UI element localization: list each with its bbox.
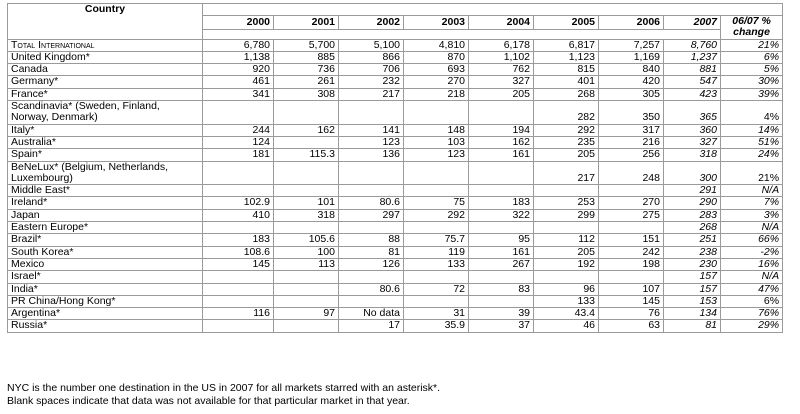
value-cell: 8,760	[664, 39, 721, 51]
value-cell: 244	[203, 124, 274, 136]
value-cell	[274, 136, 339, 148]
value-cell	[274, 271, 339, 283]
year-header-2007: 2007	[664, 16, 721, 30]
value-cell: 112	[534, 234, 599, 246]
value-cell	[339, 222, 404, 234]
header-subrow-spacer	[203, 29, 721, 39]
value-cell: 282	[534, 101, 599, 125]
change-cell: 29%	[721, 320, 783, 332]
header-row	[8, 4, 783, 16]
value-cell: 161	[469, 149, 534, 161]
table-row	[8, 308, 783, 320]
value-cell	[404, 101, 469, 125]
country-cell: Brazil*	[8, 234, 203, 246]
value-cell	[469, 101, 534, 125]
value-cell: 5,700	[274, 39, 339, 51]
value-cell: 153	[664, 295, 721, 307]
value-cell: 308	[274, 88, 339, 100]
table-row	[8, 234, 783, 246]
visitor-statistics-table	[7, 3, 783, 333]
value-cell: 126	[339, 258, 404, 270]
value-cell	[469, 185, 534, 197]
value-cell: 133	[404, 258, 469, 270]
value-cell: 115.3	[274, 149, 339, 161]
country-cell: Japan	[8, 209, 203, 221]
value-cell	[274, 295, 339, 307]
value-cell: 102.9	[203, 197, 274, 209]
value-cell: 161	[469, 246, 534, 258]
value-cell: 76	[599, 308, 664, 320]
value-cell: 268	[534, 88, 599, 100]
table-row	[8, 136, 783, 148]
value-cell	[339, 271, 404, 283]
value-cell	[274, 185, 339, 197]
value-cell	[469, 222, 534, 234]
value-cell: 116	[203, 308, 274, 320]
value-cell	[339, 161, 404, 185]
table-row	[8, 101, 783, 125]
value-cell: 256	[599, 149, 664, 161]
value-cell: 461	[203, 76, 274, 88]
country-cell: Canada	[8, 64, 203, 76]
change-cell: 30%	[721, 76, 783, 88]
value-cell: 268	[664, 222, 721, 234]
value-cell: 81	[339, 246, 404, 258]
table-row	[8, 51, 783, 63]
value-cell: 108.6	[203, 246, 274, 258]
value-cell: 251	[664, 234, 721, 246]
data-table-container	[7, 3, 782, 333]
value-cell: 198	[599, 258, 664, 270]
country-cell: Total International	[8, 39, 203, 51]
year-header-2001: 2001	[274, 16, 339, 30]
table-row	[8, 39, 783, 51]
year-header-2000: 2000	[203, 16, 274, 30]
value-cell: 6,817	[534, 39, 599, 51]
table-row	[8, 76, 783, 88]
change-cell: 16%	[721, 258, 783, 270]
year-header-2004: 2004	[469, 16, 534, 30]
value-cell	[599, 271, 664, 283]
value-cell: 162	[469, 136, 534, 148]
value-cell: 762	[469, 64, 534, 76]
value-cell: 7,257	[599, 39, 664, 51]
value-cell: 192	[534, 258, 599, 270]
year-header-2006: 2006	[599, 16, 664, 30]
value-cell: 75	[404, 197, 469, 209]
value-cell: 141	[339, 124, 404, 136]
change-cell: 14%	[721, 124, 783, 136]
value-cell	[534, 185, 599, 197]
country-cell: Spain*	[8, 149, 203, 161]
value-cell: 183	[203, 234, 274, 246]
value-cell: 43.4	[534, 308, 599, 320]
value-cell: 360	[664, 124, 721, 136]
value-cell: 423	[664, 88, 721, 100]
value-cell: 96	[534, 283, 599, 295]
value-cell: 151	[599, 234, 664, 246]
country-cell: Russia*	[8, 320, 203, 332]
table-row	[8, 320, 783, 332]
value-cell: 290	[664, 197, 721, 209]
value-cell	[469, 271, 534, 283]
value-cell	[404, 222, 469, 234]
value-cell: 322	[469, 209, 534, 221]
table-row	[8, 185, 783, 197]
value-cell: 365	[664, 101, 721, 125]
value-cell: 410	[203, 209, 274, 221]
value-cell	[203, 320, 274, 332]
value-cell: 205	[534, 246, 599, 258]
value-cell: 292	[404, 209, 469, 221]
value-cell	[339, 101, 404, 125]
change-cell: -2%	[721, 246, 783, 258]
value-cell: 327	[664, 136, 721, 148]
value-cell: 218	[404, 88, 469, 100]
value-cell	[534, 222, 599, 234]
value-cell: 124	[203, 136, 274, 148]
value-cell: 31	[404, 308, 469, 320]
country-cell: Australia*	[8, 136, 203, 148]
country-cell: Ireland*	[8, 197, 203, 209]
country-cell: France*	[8, 88, 203, 100]
value-cell: 72	[404, 283, 469, 295]
value-cell: 75.7	[404, 234, 469, 246]
value-cell: 1,102	[469, 51, 534, 63]
value-cell: 205	[534, 149, 599, 161]
value-cell: 318	[664, 149, 721, 161]
value-cell: 305	[599, 88, 664, 100]
value-cell: 248	[599, 161, 664, 185]
value-cell: 318	[274, 209, 339, 221]
value-cell: 1,169	[599, 51, 664, 63]
value-cell: 292	[534, 124, 599, 136]
value-cell: 815	[534, 64, 599, 76]
change-cell: 51%	[721, 136, 783, 148]
value-cell: 1,138	[203, 51, 274, 63]
value-cell	[203, 271, 274, 283]
table-row	[8, 197, 783, 209]
value-cell: 83	[469, 283, 534, 295]
table-row	[8, 258, 783, 270]
value-cell: 866	[339, 51, 404, 63]
value-cell: 105.6	[274, 234, 339, 246]
table-row	[8, 64, 783, 76]
value-cell: 270	[404, 76, 469, 88]
change-cell: N/A	[721, 185, 783, 197]
value-cell: No data	[339, 308, 404, 320]
change-cell: 76%	[721, 308, 783, 320]
table-row	[8, 88, 783, 100]
value-cell	[203, 222, 274, 234]
value-cell	[404, 295, 469, 307]
change-cell: 6%	[721, 295, 783, 307]
value-cell: 291	[664, 185, 721, 197]
value-cell: 242	[599, 246, 664, 258]
table-row	[8, 295, 783, 307]
change-cell: 4%	[721, 101, 783, 125]
value-cell: 217	[339, 88, 404, 100]
header-spacer	[203, 4, 783, 16]
change-cell: 7%	[721, 197, 783, 209]
value-cell: 4,810	[404, 39, 469, 51]
value-cell: 81	[664, 320, 721, 332]
value-cell: 253	[534, 197, 599, 209]
change-cell: 3%	[721, 209, 783, 221]
value-cell: 148	[404, 124, 469, 136]
country-cell: United Kingdom*	[8, 51, 203, 63]
table-row	[8, 283, 783, 295]
change-column-header: 06/07 % change	[721, 16, 783, 40]
change-cell: 21%	[721, 161, 783, 185]
country-cell: Argentina*	[8, 308, 203, 320]
value-cell: 920	[203, 64, 274, 76]
table-body	[8, 4, 783, 333]
table-row	[8, 149, 783, 161]
country-cell: Italy*	[8, 124, 203, 136]
value-cell: 547	[664, 76, 721, 88]
footnote-blank-spaces: Blank spaces indicate that data was not available for that particular market in that year.	[7, 395, 410, 407]
value-cell: 840	[599, 64, 664, 76]
country-cell: Israel*	[8, 271, 203, 283]
value-cell	[469, 161, 534, 185]
country-cell: Germany*	[8, 76, 203, 88]
change-cell: 24%	[721, 149, 783, 161]
value-cell: 230	[664, 258, 721, 270]
value-cell: 341	[203, 88, 274, 100]
value-cell: 95	[469, 234, 534, 246]
value-cell	[469, 295, 534, 307]
value-cell: 181	[203, 149, 274, 161]
value-cell: 238	[664, 246, 721, 258]
value-cell	[404, 185, 469, 197]
value-cell	[339, 185, 404, 197]
country-cell: Mexico	[8, 258, 203, 270]
value-cell: 693	[404, 64, 469, 76]
change-cell: N/A	[721, 222, 783, 234]
value-cell: 157	[664, 271, 721, 283]
value-cell: 1,237	[664, 51, 721, 63]
country-cell: Middle East*	[8, 185, 203, 197]
value-cell: 46	[534, 320, 599, 332]
country-cell: South Korea*	[8, 246, 203, 258]
value-cell: 216	[599, 136, 664, 148]
change-cell: 6%	[721, 51, 783, 63]
change-cell: 21%	[721, 39, 783, 51]
country-cell: Scandinavia* (Sweden, Finland, Norway, Denmark)	[8, 101, 203, 125]
value-cell: 113	[274, 258, 339, 270]
value-cell: 80.6	[339, 197, 404, 209]
value-cell: 17	[339, 320, 404, 332]
country-cell: India*	[8, 283, 203, 295]
table-row	[8, 222, 783, 234]
value-cell	[274, 320, 339, 332]
value-cell: 136	[339, 149, 404, 161]
value-cell	[274, 283, 339, 295]
value-cell	[404, 161, 469, 185]
value-cell: 134	[664, 308, 721, 320]
value-cell	[274, 161, 339, 185]
value-cell: 881	[664, 64, 721, 76]
change-cell: 66%	[721, 234, 783, 246]
table-row	[8, 124, 783, 136]
value-cell: 6,780	[203, 39, 274, 51]
value-cell	[203, 101, 274, 125]
value-cell: 870	[404, 51, 469, 63]
footnotes	[7, 382, 440, 408]
value-cell: 299	[534, 209, 599, 221]
value-cell: 232	[339, 76, 404, 88]
country-cell: Eastern Europe*	[8, 222, 203, 234]
value-cell	[203, 295, 274, 307]
value-cell: 183	[469, 197, 534, 209]
value-cell: 88	[339, 234, 404, 246]
value-cell: 327	[469, 76, 534, 88]
value-cell	[203, 283, 274, 295]
value-cell: 270	[599, 197, 664, 209]
change-cell: 5%	[721, 64, 783, 76]
value-cell: 145	[203, 258, 274, 270]
value-cell: 97	[274, 308, 339, 320]
footnote-destination: NYC is the number one destination in the US in 2007 for all markets starred with an asterisk*.	[7, 382, 441, 394]
value-cell: 119	[404, 246, 469, 258]
value-cell: 100	[274, 246, 339, 258]
value-cell: 275	[599, 209, 664, 221]
country-cell: BeNeLux* (Belgium, Netherlands, Luxembourg)	[8, 161, 203, 185]
country-column-header: Country	[8, 4, 203, 40]
value-cell	[599, 185, 664, 197]
value-cell	[534, 271, 599, 283]
value-cell	[203, 161, 274, 185]
value-cell: 6,178	[469, 39, 534, 51]
value-cell: 80.6	[339, 283, 404, 295]
year-header-2003: 2003	[404, 16, 469, 30]
value-cell: 706	[339, 64, 404, 76]
country-cell: PR China/Hong Kong*	[8, 295, 203, 307]
value-cell: 297	[339, 209, 404, 221]
value-cell: 5,100	[339, 39, 404, 51]
value-cell: 37	[469, 320, 534, 332]
value-cell: 1,123	[534, 51, 599, 63]
table-row	[8, 161, 783, 185]
value-cell: 401	[534, 76, 599, 88]
change-cell: 39%	[721, 88, 783, 100]
value-cell: 123	[404, 149, 469, 161]
change-cell: N/A	[721, 271, 783, 283]
value-cell: 133	[534, 295, 599, 307]
value-cell	[274, 101, 339, 125]
value-cell: 103	[404, 136, 469, 148]
value-cell: 205	[469, 88, 534, 100]
year-header-2002: 2002	[339, 16, 404, 30]
value-cell: 162	[274, 124, 339, 136]
value-cell: 300	[664, 161, 721, 185]
value-cell: 736	[274, 64, 339, 76]
value-cell	[274, 222, 339, 234]
change-cell: 47%	[721, 283, 783, 295]
value-cell	[599, 222, 664, 234]
value-cell: 145	[599, 295, 664, 307]
value-cell: 885	[274, 51, 339, 63]
value-cell: 217	[534, 161, 599, 185]
value-cell	[339, 295, 404, 307]
value-cell: 194	[469, 124, 534, 136]
value-cell: 317	[599, 124, 664, 136]
value-cell: 235	[534, 136, 599, 148]
value-cell: 261	[274, 76, 339, 88]
value-cell: 267	[469, 258, 534, 270]
value-cell: 420	[599, 76, 664, 88]
table-row	[8, 271, 783, 283]
value-cell: 123	[339, 136, 404, 148]
value-cell	[203, 185, 274, 197]
value-cell: 63	[599, 320, 664, 332]
year-header-2005: 2005	[534, 16, 599, 30]
value-cell: 283	[664, 209, 721, 221]
value-cell	[404, 271, 469, 283]
value-cell: 39	[469, 308, 534, 320]
value-cell: 350	[599, 101, 664, 125]
table-row	[8, 246, 783, 258]
value-cell: 101	[274, 197, 339, 209]
value-cell: 107	[599, 283, 664, 295]
table-row	[8, 209, 783, 221]
value-cell: 35.9	[404, 320, 469, 332]
value-cell: 157	[664, 283, 721, 295]
